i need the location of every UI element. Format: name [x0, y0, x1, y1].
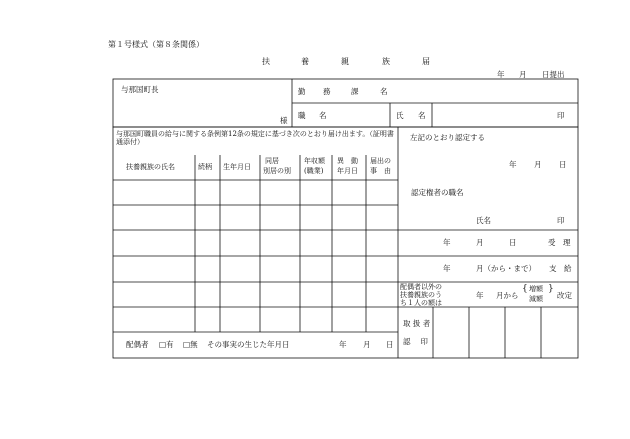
- declaration: 与那国町職員の給与に関する条例第12条の規定に基づき次のとおり届け出ます。（証明書 通添付）: [116, 130, 415, 147]
- dept-label-4: 名: [380, 87, 388, 96]
- spouse-year: 年: [339, 340, 347, 349]
- approver-name-label: 氏名: [476, 216, 491, 225]
- spouse-fact-date: その事実の生じた年月日: [207, 340, 290, 349]
- received-year: 年: [443, 238, 451, 247]
- col-change-2: 年月日: [337, 167, 358, 175]
- col-relation: 続柄: [198, 163, 212, 171]
- spouse-other-1: 配偶者以外の: [400, 283, 442, 291]
- received-label: 受 理: [548, 238, 571, 247]
- col-cohabit-2: 別居の別: [263, 167, 291, 175]
- revision-from-month: 月から: [496, 291, 519, 300]
- col-cohabit-1: 同居: [265, 157, 279, 165]
- approval-month: 月: [534, 160, 542, 169]
- title-char-2: 養: [301, 57, 309, 66]
- spouse-month: 月: [363, 340, 371, 349]
- increase-label: 増額: [529, 285, 543, 293]
- spouse-other-3: ち１人の額は: [400, 299, 442, 307]
- filed-year: 年: [497, 70, 505, 79]
- col-change-1: 異 動: [337, 157, 358, 165]
- payment-year: 年: [443, 264, 451, 273]
- sama: 様: [280, 116, 288, 125]
- approval-heading: 左記のとおり認定する: [410, 133, 485, 142]
- title-char-5: 届: [422, 57, 430, 66]
- spouse-yes-checkbox[interactable]: □有: [159, 340, 174, 349]
- received-day: 日: [509, 238, 517, 247]
- revision-year: 年: [476, 291, 484, 300]
- approver-post: 認定権者の職名: [411, 188, 464, 197]
- spouse-label: 配偶者: [126, 340, 149, 349]
- approval-day: 日: [559, 160, 567, 169]
- handler-label-2: 認 印: [403, 337, 428, 346]
- brace-right: }: [548, 284, 554, 294]
- approval-year: 年: [509, 160, 517, 169]
- seal-upper: 印: [557, 111, 565, 120]
- revise-label: 改定: [557, 291, 572, 300]
- col-income-1: 年収額: [304, 157, 325, 165]
- name-label-1: 氏: [396, 111, 404, 120]
- spouse-day: 日: [386, 340, 394, 349]
- col-reason-2: 事 由: [370, 167, 391, 175]
- decrease-label: 減額: [529, 295, 543, 303]
- received-month: 月: [476, 238, 484, 247]
- brace-left: {: [522, 284, 528, 294]
- title-char-3: 親: [341, 57, 349, 66]
- col-reason-1: 届出の: [370, 157, 391, 165]
- spouse-other-2: 扶養親族のう: [400, 291, 442, 299]
- handler-label-1: 取 扱 者: [403, 319, 431, 328]
- post-label-1: 職: [298, 111, 306, 120]
- addressee: 与那国町長: [121, 85, 159, 94]
- name-label-2: 名: [418, 111, 426, 120]
- payment-label: 支 給: [549, 264, 572, 273]
- col-dependent-name: 扶養親族の氏名: [126, 163, 175, 171]
- spouse-no-checkbox[interactable]: □無: [183, 340, 198, 349]
- post-label-2: 名: [319, 111, 327, 120]
- filed-month: 月: [519, 70, 527, 79]
- filed-day: 日提出: [542, 70, 565, 79]
- dept-label-3: 課: [351, 87, 359, 96]
- dept-label-1: 勤: [298, 87, 306, 96]
- approver-seal: 印: [557, 216, 565, 225]
- title-char-4: 族: [382, 57, 390, 66]
- col-income-2: (職業): [304, 167, 324, 175]
- dept-label-2: 務: [323, 87, 331, 96]
- col-birth-date: 生年月日: [223, 163, 251, 171]
- payment-month: 月（から・まで）: [476, 264, 536, 273]
- form-number: 第１号様式（第８条関係）: [108, 40, 204, 49]
- title-char-1: 扶: [262, 57, 270, 66]
